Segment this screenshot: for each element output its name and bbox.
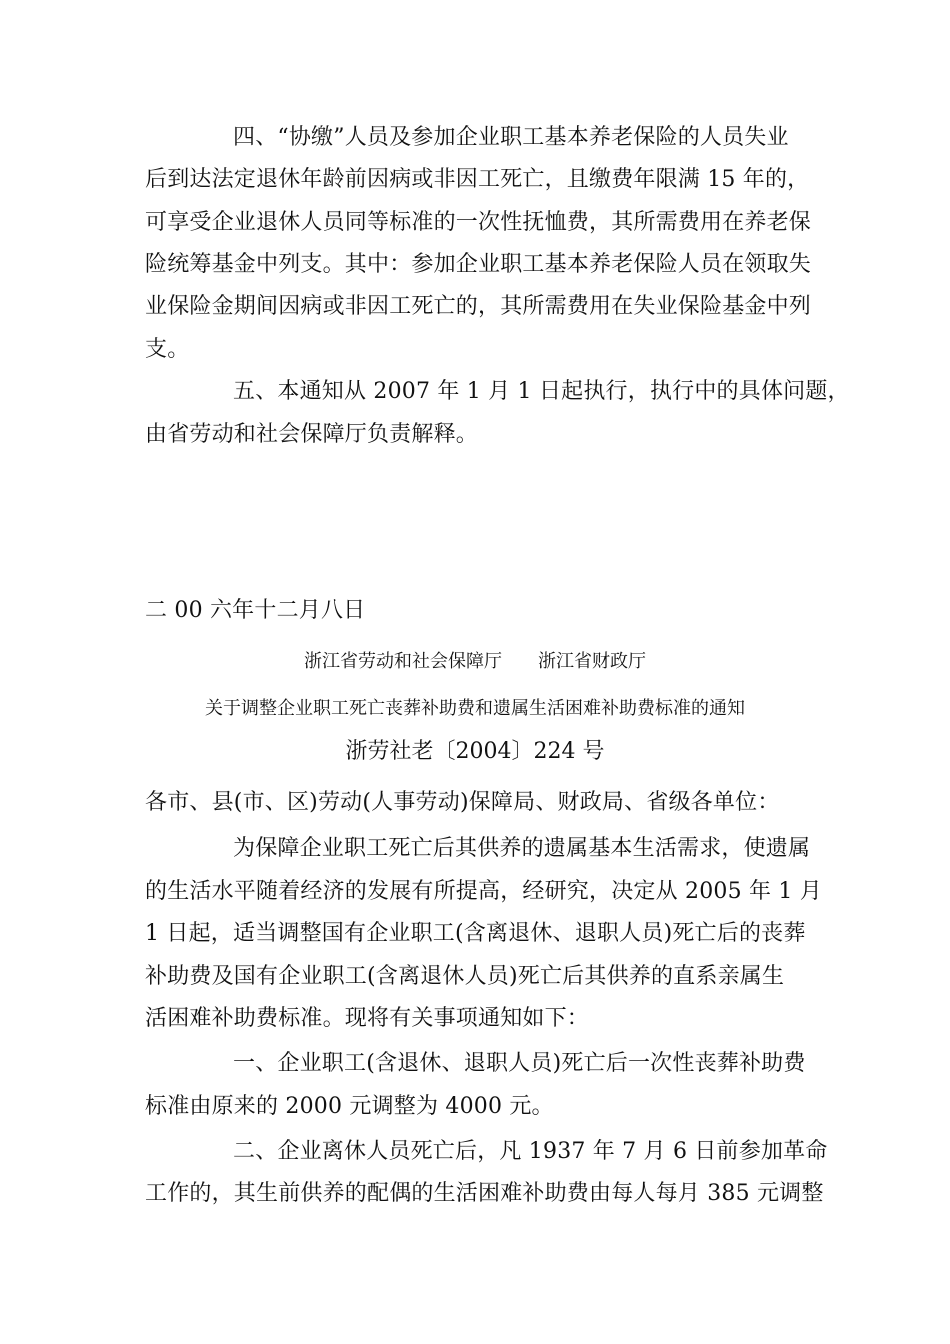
para4-line-1: 四、“协缴”人员及参加企业职工基本养老保险的人员失业: [233, 125, 789, 150]
notice-doc-number: 浙劳社老〔2004〕224 号: [345, 739, 605, 764]
issue-date: 二 00 六年十二月八日: [145, 598, 366, 623]
item2-line-2: 工作的，其生前供养的配偶的生活困难补助费由每人每月 385 元调整: [145, 1181, 824, 1206]
para4-line-4: 险统筹基金中列支。其中：参加企业职工基本养老保险人员在领取失: [145, 252, 812, 277]
para4-line-5: 业保险金期间因病或非因工死亡的，其所需费用在失业保险基金中列: [145, 294, 812, 319]
intro-line-5: 活困难补助费标准。现将有关事项通知如下：: [145, 1006, 590, 1031]
item2-line-1: 二、企业离休人员死亡后，凡 1937 年 7 月 6 日前参加革命: [233, 1139, 828, 1164]
intro-line-2: 的生活水平随着经济的发展有所提高，经研究，决定从 2005 年 1 月: [145, 879, 822, 904]
intro-line-1: 为保障企业职工死亡后其供养的遗属基本生活需求，使遗属: [233, 836, 811, 861]
para4-line-3: 可享受企业退休人员同等标准的一次性抚恤费，其所需费用在养老保: [145, 210, 812, 235]
notice-recipients: 各市、县(市、区)劳动(人事劳动)保障局、财政局、省级各单位：: [145, 790, 780, 815]
para5-line-2: 由省劳动和社会保障厅负责解释。: [145, 422, 479, 447]
notice-title: 关于调整企业职工死亡丧葬补助费和遗属生活困难补助费标准的通知: [205, 698, 745, 719]
item1-line-2: 标准由原来的 2000 元调整为 4000 元。: [145, 1094, 554, 1119]
intro-line-4: 补助费及国有企业职工(含离退休人员)死亡后其供养的直系亲属生: [145, 964, 785, 989]
item1-line-1: 一、企业职工(含退休、退职人员)死亡后一次性丧葬补助费: [233, 1051, 806, 1076]
para4-line-6: 支。: [145, 337, 190, 362]
para5-line-1: 五、本通知从 2007 年 1 月 1 日起执行，执行中的具体问题，: [233, 379, 850, 404]
notice-issuers: 浙江省劳动和社会保障厅 浙江省财政厅: [304, 651, 646, 672]
para4-line-2: 后到达法定退休年龄前因病或非因工死亡，且缴费年限满 15 年的，: [145, 167, 810, 192]
intro-line-3: 1 日起，适当调整国有企业职工(含离退休、退职人员)死亡后的丧葬: [145, 921, 806, 946]
